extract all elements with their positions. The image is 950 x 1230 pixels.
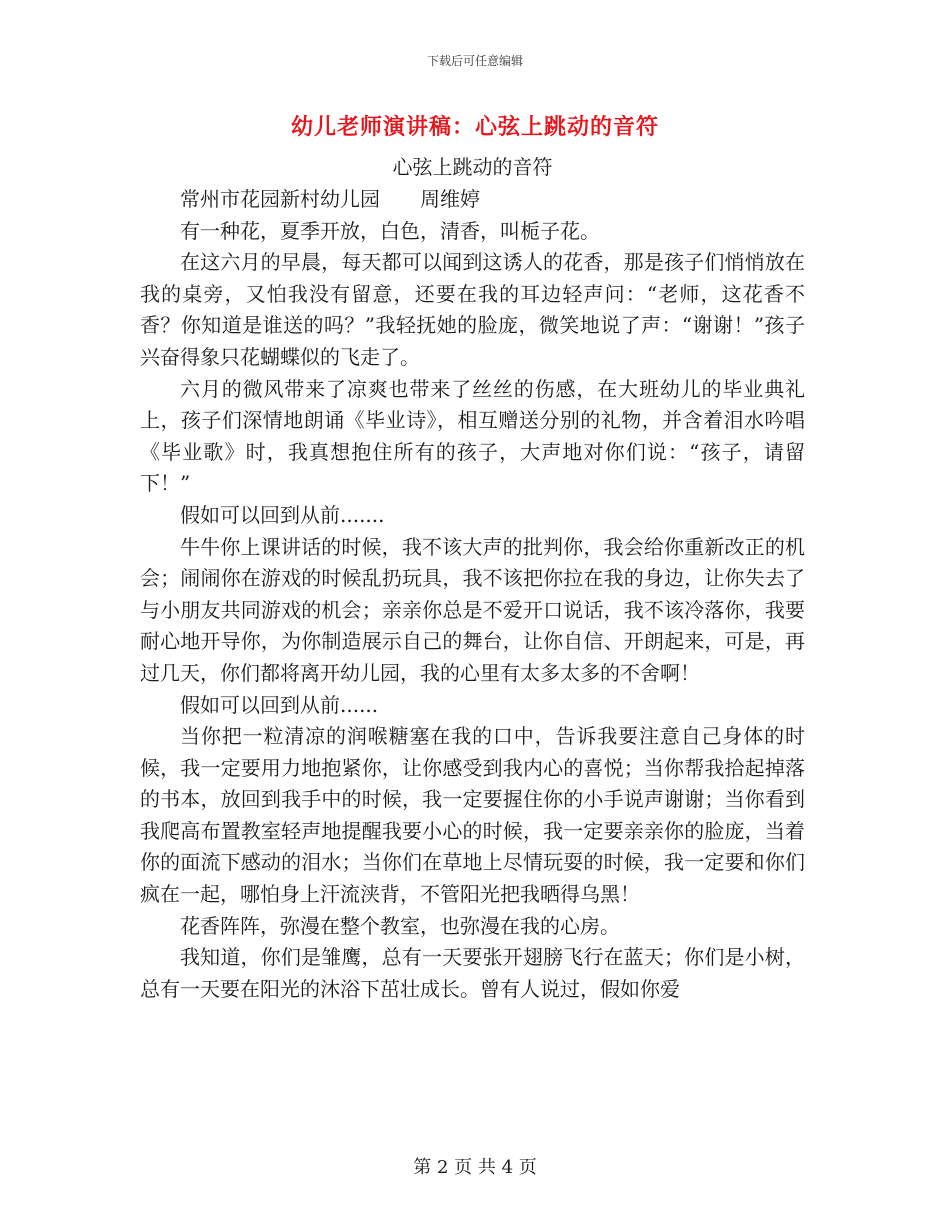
paragraph: 牛牛你上课讲话的时候，我不该大声的批判你，我会给你重新改正的机会；闹闹你在游戏的时候乱扔玩具，我不该把你拉在我的身边，让你失去了与小朋友共同游戏的机会；亲亲你总是不爱开口说话，我不该冷落你，我要耐心地开导你，为你制造展示自己的舞台，让你自信、开朗起来，可是，再过几天，你们都将离开幼儿园，我的心里有太多太多的不舍啊！ (140, 534, 805, 685)
author-line: 常州市花园新村幼儿园 周维婷 (180, 187, 480, 211)
paragraph: 在这六月的早晨，每天都可以闻到这诱人的花香，那是孩子们悄悄放在我的桌旁，又怕我没有留意，还要在我的耳边轻声问：“老师，这花香不香？你知道是谁送的吗？”我轻抚她的脸庞，微笑地说了声：“谢谢！”孩子兴奋得象只花蝴蝶似的飞走了。 (140, 250, 805, 369)
document-title: 幼儿老师演讲稿：心弦上跳动的音符 (290, 115, 659, 140)
document-body (140, 150, 805, 1005)
paragraph: 当你把一粒清凉的润喉糖塞在我的口中，告诉我要注意自己身体的时候，我一定要用力地抱紧你，让你感受到我内心的喜悦；当你帮我拾起掉落的书本，放回到我手中的时候，我一定要握住你的小手说声谢谢；当你看到我爬高布置教室轻声地提醒我要小心的时候，我一定要亲亲你的脸庞，当着你的面流下感动的泪水；当你们在草地上尽情玩耍的时候，我一定要和你们疯在一起，哪怕身上汗流浃背，不管阳光把我晒得乌黑！ (140, 724, 805, 907)
paragraph: 六月的微风带来了凉爽也带来了丝丝的伤感，在大班幼儿的毕业典礼上，孩子们深情地朗诵《毕业诗》，相互赠送分别的礼物，并含着泪水吟唱《毕业歌》时，我真想抱住所有的孩子，大声地对你们说：“孩子，请留下！” (140, 376, 805, 496)
paragraph: 花香阵阵，弥漫在整个教室，也弥漫在我的心房。 (180, 913, 620, 938)
paragraph: 我知道，你们是雏鹰，总有一天要张开翅膀飞行在蓝天；你们是小树，总有一天要在阳光的沐浴下茁壮成长。曾有人说过，假如你爱 (140, 945, 805, 1001)
page-number-footer: 第 2 页 共 4 页 (413, 1157, 537, 1178)
paragraph: 假如可以回到从前...... (180, 692, 379, 717)
speech-subtitle: 心弦上跳动的音符 (392, 155, 553, 179)
paragraph: 假如可以回到从前....... (180, 502, 385, 527)
header-note: 下载后可任意编辑 (426, 54, 523, 68)
paragraph: 有一种花，夏季开放，白色，清香，叫栀子花。 (180, 218, 600, 243)
